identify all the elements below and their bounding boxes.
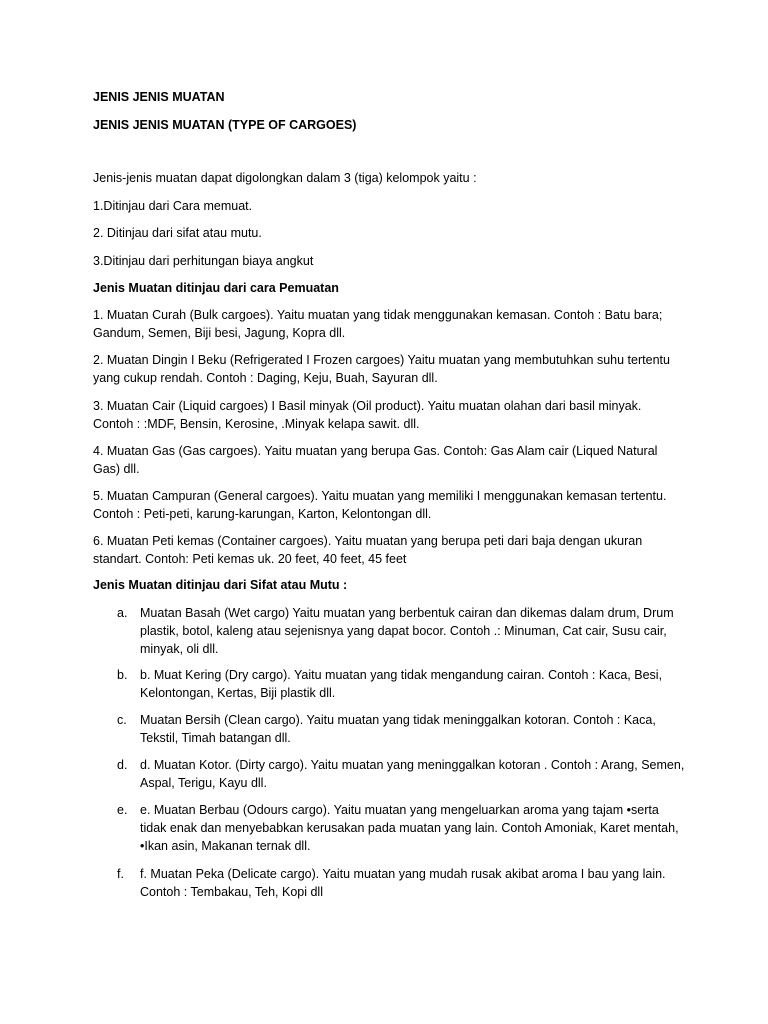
criteria-item: 1.Ditinjau dari Cara memuat.	[93, 199, 253, 213]
property-item: d. Muatan Kotor. (Dirty cargo). Yaitu muatan yang meninggalkan kotoran . Contoh : Arang, Semen, Aspal, Terigu, Kayu dll.	[140, 758, 685, 790]
document-title: JENIS JENIS MUATAN	[93, 90, 225, 104]
cargo-item: 5. Muatan Campuran (General cargoes). Yaitu muatan yang memiliki I menggunakan kemasan tertentu. Contoh : Peti-peti, karung-karungan, Karton, Kelontongan dll.	[93, 489, 667, 521]
list-marker: f.	[117, 867, 124, 881]
cargo-item: 6. Muatan Peti kemas (Container cargoes). Yaitu muatan yang berupa peti dari baja dengan ukuran standart. Contoh: Peti kemas uk. 20 feet, 40 feet, 45 feet	[93, 534, 643, 566]
cargo-item: 3. Muatan Cair (Liquid cargoes) I Basil minyak (Oil product). Yaitu muatan olahan dari basil minyak. Contoh : :MDF, Bensin, Kerosine, .Minyak kelapa sawit. dll.	[93, 399, 642, 431]
list-marker: b.	[117, 668, 128, 682]
property-item: e. Muatan Berbau (Odours cargo). Yaitu muatan yang mengeluarkan aroma yang tajam •serta tidak enak dan menyebabkan kerusakan pada muatan yang lain. Contoh Amoniak, Karet mentah, •Ikan asin, Makanan ternak dll.	[140, 803, 679, 853]
section-heading: Jenis Muatan ditinjau dari cara Pemuatan	[93, 281, 339, 295]
property-item: b. Muat Kering (Dry cargo). Yaitu muatan yang tidak mengandung cairan. Contoh : Kaca, Besi, Kelontongan, Kertas, Biji plastik dll.	[140, 668, 663, 700]
property-item: Muatan Basah (Wet cargo) Yaitu muatan yang berbentuk cairan dan dikemas dalam drum, Drum plastik, botol, kaleng atau sejenisnya yang dapat bocor. Contoh .: Minuman, Cat cair, Susu cair, minyak, oli dll.	[140, 606, 674, 656]
cargo-item: 1. Muatan Curah (Bulk cargoes). Yaitu muatan yang tidak menggunakan kemasan. Contoh : Batu bara; Gandum, Semen, Biji besi, Jagung, Kopra dll.	[93, 308, 663, 340]
list-marker: a.	[117, 606, 128, 620]
list-marker: e.	[117, 803, 128, 817]
document-subtitle: JENIS JENIS MUATAN (TYPE OF CARGOES)	[93, 118, 357, 132]
section-heading: Jenis Muatan ditinjau dari Sifat atau Mutu :	[93, 578, 348, 592]
property-item: Muatan Bersih (Clean cargo). Yaitu muatan yang tidak meninggalkan kotoran. Contoh : Kaca, Tekstil, Timah batangan dll.	[140, 713, 656, 745]
list-marker: c.	[117, 713, 127, 727]
cargo-item: 4. Muatan Gas (Gas cargoes). Yaitu muatan yang berupa Gas. Contoh: Gas Alam cair (Liqued Natural Gas) dll.	[93, 444, 658, 476]
intro-text: Jenis-jenis muatan dapat digolongkan dalam 3 (tiga) kelompok yaitu :	[93, 171, 477, 185]
criteria-item: 2. Ditinjau dari sifat atau mutu.	[93, 226, 262, 240]
cargo-item: 2. Muatan Dingin I Beku (Refrigerated I Frozen cargoes) Yaitu muatan yang membutuhkan suhu tertentu yang cukup rendah. Contoh : Daging, Keju, Buah, Sayuran dll.	[93, 353, 670, 385]
criteria-item: 3.Ditinjau dari perhitungan biaya angkut	[93, 254, 314, 268]
list-marker: d.	[117, 758, 128, 772]
property-item: f. Muatan Peka (Delicate cargo). Yaitu muatan yang mudah rusak akibat aroma I bau yang lain. Contoh : Tembakau, Teh, Kopi dll	[140, 867, 666, 899]
